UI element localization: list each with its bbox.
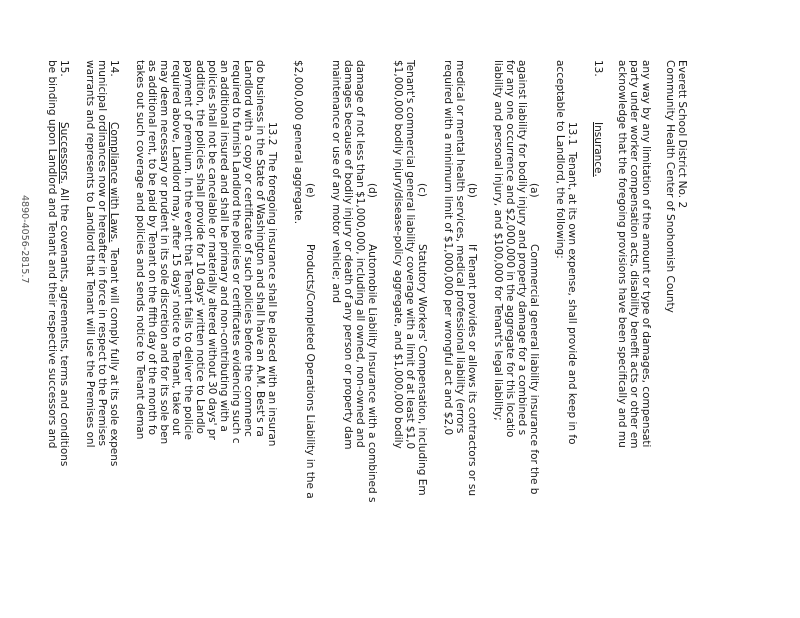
section-13-1-line: acceptable to Landlord, the following: bbox=[554, 60, 566, 259]
intro-line: acknowledge that the foregoing provisions have been specifically and mu bbox=[616, 60, 628, 448]
section-14-line: municipal ordinances now or hereafter in force in respect to the Premises bbox=[96, 60, 108, 446]
section-13-2-line: an additional insured and shall be primary and non-contributing with a bbox=[218, 60, 230, 432]
section-15-title: Successors. bbox=[58, 122, 70, 184]
section-13-2-line: takes out such coverage and policies and sends notice to Tenant deman bbox=[134, 60, 146, 440]
section-13-1-number: 13.1 bbox=[566, 122, 578, 146]
section-13-2-line: payment of premium. In the event that Tenant fails to deliver the policie bbox=[182, 60, 194, 440]
section-13-2-line: policies shall not be cancelable or materially altered without 30 days' pr bbox=[206, 60, 218, 440]
item-c-line: Statutory Workers' Compensation, including Em bbox=[416, 244, 428, 496]
section-13-2-line: required to furnish Landlord the policies or certificates evidencing such c bbox=[230, 60, 242, 444]
item-a-line: against liability for bodily injury and property damage for a combined s bbox=[516, 60, 528, 436]
item-c-line: $1,000,000 bodily injury/disease-policy aggregate, and $1,000,000 bodily bbox=[392, 60, 404, 449]
item-e-line: Products/Completed Operations Liability in the a bbox=[304, 244, 316, 499]
header-health-center: Community Health Center of Snohomish County bbox=[664, 60, 676, 313]
section-13-1-line: Tenant, at its own expense, shall provide and keep in fo bbox=[566, 152, 578, 445]
item-e-line: $2,000,000 general aggregate. bbox=[292, 60, 304, 225]
section-13-2-line: as additional rent, to be paid by Tenant on the fifth day of the month fo bbox=[146, 60, 158, 436]
section-14-title: Compliance with Laws. bbox=[108, 122, 120, 243]
section-13-2-number: 13.2 bbox=[266, 122, 278, 146]
item-d-line: damages because of bodily injury or death of any person or property dam bbox=[342, 60, 354, 450]
item-d-label: (d) bbox=[366, 183, 378, 198]
item-c-line: Tenant's commercial general liability coverage with a limit of at least $1,0 bbox=[404, 60, 416, 450]
item-d-line: Automobile Liability Insurance with a combined s bbox=[366, 244, 378, 503]
item-d-line: damage of not less than $1,000,000, including all owned, non-owned and bbox=[354, 60, 366, 448]
item-d-line: maintenance or use of any motor vehicle; and bbox=[330, 60, 342, 304]
item-c-label: (c) bbox=[416, 183, 428, 197]
section-14-line: warrants and represents to Landlord that Tenant will use the Premises onl bbox=[84, 60, 96, 448]
section-13-2-line: do business in the State of Washington and shall have an A.M. Best's ra bbox=[254, 60, 266, 437]
section-13-2-line: Landlord with a copy or certificate of such policies before the commenc bbox=[242, 60, 254, 437]
section-13-2-line: required above, Landlord may, after 15 days' notice to Tenant, take out bbox=[170, 60, 182, 436]
section-15-line: be binding upon Landlord and Tenant and their respective successors and bbox=[46, 60, 58, 449]
section-15-number: 15. bbox=[58, 60, 70, 77]
item-b-line: required with a minimum limit of $1,000,000 per wrongful act and $2,0 bbox=[442, 60, 454, 436]
section-13-number: 13. bbox=[592, 60, 604, 77]
item-a-label: (a) bbox=[528, 183, 540, 198]
document-id: 4890-4056-2815.7 bbox=[19, 195, 30, 284]
header-district: Everett School District No. 2 bbox=[676, 60, 688, 209]
intro-line: any way by any limitation of the amount or type of damages, compensati bbox=[640, 60, 652, 448]
item-a-line: liability and personal injury, and $100,000 for Tenant's legal liability; bbox=[492, 60, 504, 421]
item-e-label: (e) bbox=[304, 183, 316, 198]
intro-line: party under worker compensation acts, disability benefit acts or other em bbox=[628, 60, 640, 449]
item-a-line: for any one occurrence and $2,000,000 in the aggregate for this locatio bbox=[504, 60, 516, 438]
section-14-line: Tenant will comply fully at its sole expens bbox=[108, 248, 120, 467]
section-13-title: Insurance. bbox=[592, 122, 604, 177]
item-b-line: medical or mental health services, medical professional liability (errors bbox=[454, 60, 466, 434]
section-13-2-line: The foregoing insurance shall be placed with an insuran bbox=[266, 152, 278, 447]
item-b-label: (b) bbox=[466, 183, 478, 198]
section-13-2-line: addition, the policies shall provide for 10 days' written notice to Landlo bbox=[194, 60, 206, 434]
section-14-number: 14. bbox=[108, 60, 120, 77]
item-b-line: If Tenant provides or allows its contractors or su bbox=[466, 244, 478, 497]
section-13-2-line: may deem necessary or prudent in its sole discretion and for its sole ben bbox=[158, 60, 170, 445]
item-a-line: Commercial general liability insurance for the b bbox=[528, 244, 540, 495]
section-15-line: All the covenants, agreements, terms and conditions bbox=[58, 188, 70, 467]
